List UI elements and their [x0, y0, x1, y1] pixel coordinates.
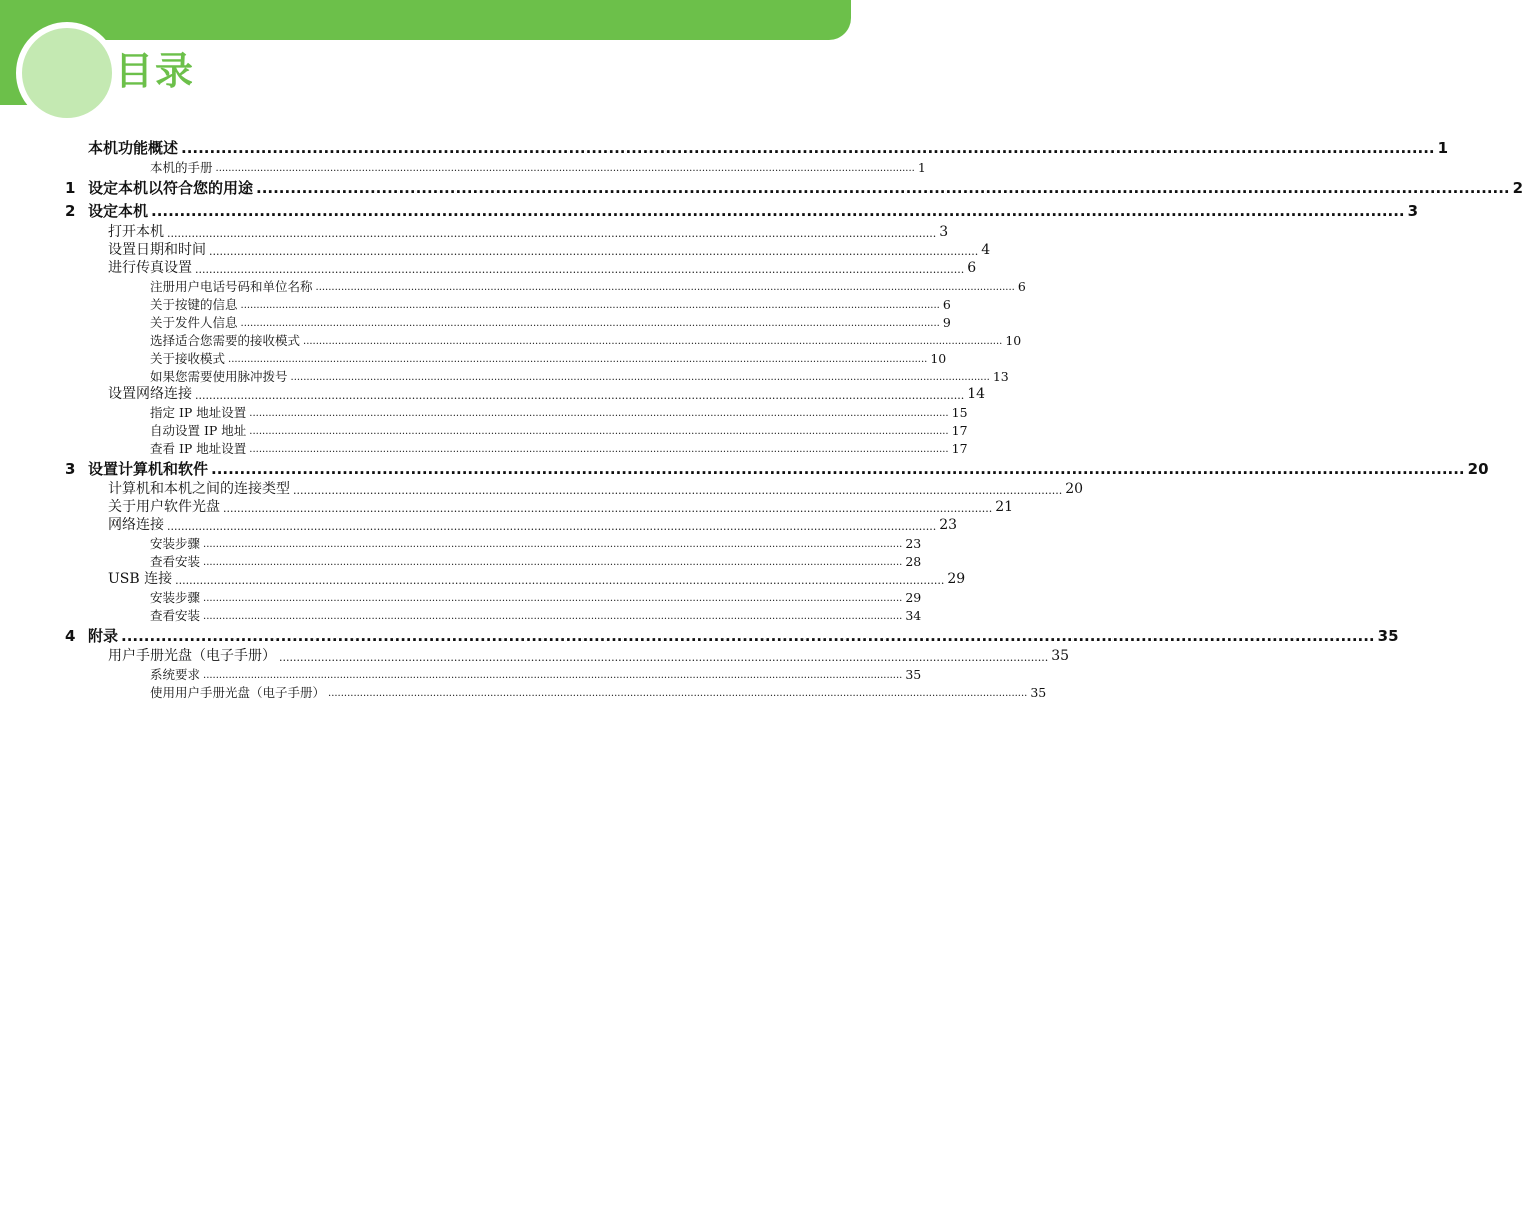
toc-entry[interactable] [150, 419, 968, 438]
toc-entry[interactable] [65, 626, 1399, 645]
toc-page-number: 15 [951, 404, 968, 420]
dot-leader: ............................................................................................................................................................................................................................ [315, 282, 1015, 293]
dot-leader: ............................................................................................................................................................................................................................ [203, 539, 903, 550]
toc-page-number: 6 [967, 260, 977, 276]
toc-entry[interactable] [108, 239, 991, 258]
dot-leader: ............................................................................................................................................................................................................................ [175, 574, 945, 587]
toc-entry[interactable] [108, 478, 1084, 497]
toc-entry-title: 设定本机以符合您的用途 [88, 179, 254, 197]
toc-entry-title: 安装步骤 [150, 589, 201, 605]
toc-entry[interactable] [150, 681, 1047, 700]
toc-entry-title: 查看安装 [150, 607, 201, 623]
dot-leader: ............................................................................................................................................................................................................................ [195, 389, 965, 402]
toc-entry[interactable] [108, 568, 966, 587]
toc-entry-title: 设置计算机和软件 [88, 460, 209, 478]
toc-entry[interactable] [150, 437, 968, 456]
toc-entry-title: 注册用户电话号码和单位名称 [150, 278, 313, 294]
toc-entry[interactable] [150, 401, 968, 420]
toc-page-number: 21 [995, 499, 1014, 515]
toc-entry-title: 设定本机 [88, 202, 149, 220]
dot-leader: ............................................................................................................................................................................................................................ [328, 688, 1028, 699]
dot-leader: ............................................................................................................................................................................................................................ [215, 163, 915, 174]
dot-leader: ............................................................................................................................................................................................................................ [240, 300, 940, 311]
toc-page-number: 14 [967, 386, 986, 402]
toc-entry[interactable] [150, 347, 947, 366]
toc-entry[interactable] [108, 514, 958, 533]
toc-entry[interactable] [150, 663, 922, 682]
toc-page-number: 17 [951, 422, 968, 438]
dot-leader: ............................................................................................................................................................................................................................ [203, 670, 903, 681]
toc-page-number: 6 [942, 296, 951, 312]
toc-entry-title: 打开本机 [108, 224, 164, 240]
toc-entry[interactable] [108, 383, 986, 402]
dot-leader: ............................................................................................................................................................................................................................ [249, 444, 949, 455]
dot-leader: ............................................................................................................................................................................................................................ [256, 179, 1510, 197]
dot-leader: ............................................................................................................................................................................................................................ [203, 611, 903, 622]
toc-page-number: 17 [951, 440, 968, 456]
dot-leader: ............................................................................................................................................................................................................................ [195, 263, 965, 276]
toc-entry-title: 关于发件人信息 [150, 314, 238, 330]
toc-page-number: 29 [947, 571, 966, 587]
toc-entry-title: 查看 IP 地址设置 [150, 440, 247, 456]
toc-page-number: 28 [905, 553, 922, 569]
dot-leader: ............................................................................................................................................................................................................................ [228, 354, 928, 365]
toc-entry[interactable] [108, 645, 1070, 664]
toc-entry-title: 设置日期和时间 [108, 242, 206, 258]
toc-entry[interactable] [150, 550, 922, 569]
dot-leader: ............................................................................................................................................................................................................................ [121, 627, 1375, 645]
toc-chapter-number: 4 [65, 627, 76, 645]
toc-page-number: 20 [1065, 481, 1084, 497]
toc-page-number: 35 [1030, 684, 1047, 700]
toc-entry-title: 系统要求 [150, 666, 201, 682]
toc-page-number: 3 [939, 224, 949, 240]
toc-entry[interactable] [150, 275, 1026, 294]
toc-entry-title: 如果您需要使用脉冲拨号 [150, 368, 288, 384]
toc-entry-title: 选择适合您需要的接收模式 [150, 332, 301, 348]
toc-page-number: 1 [1437, 139, 1449, 157]
toc-entry[interactable] [65, 459, 1489, 478]
toc-entry-title: 用户手册光盘（电子手册） [108, 648, 276, 664]
toc-entry[interactable] [150, 156, 926, 175]
toc-entry[interactable] [150, 365, 1009, 384]
toc-page-number: 3 [1407, 202, 1419, 220]
toc-entry[interactable] [150, 586, 922, 605]
toc-entry-title: 关于用户软件光盘 [108, 499, 220, 515]
toc-entry-title: 计算机和本机之间的连接类型 [108, 481, 290, 497]
toc-entry-title: 使用用户手册光盘（电子手册） [150, 684, 326, 700]
toc-entry[interactable] [150, 604, 922, 623]
toc-entry-title: 关于接收模式 [150, 350, 226, 366]
toc-page-number: 23 [905, 535, 922, 551]
toc-page-number: 35 [905, 666, 922, 682]
toc-entry-title: 指定 IP 地址设置 [150, 404, 247, 420]
toc-page-number: 13 [992, 368, 1009, 384]
dot-leader: ............................................................................................................................................................................................................................ [211, 460, 1465, 478]
toc-entry-title: 设置网络连接 [108, 386, 192, 402]
toc-entry[interactable] [150, 532, 922, 551]
toc-page-number: 4 [981, 242, 991, 258]
toc-entry[interactable] [150, 329, 1022, 348]
toc-entry[interactable] [150, 311, 951, 330]
toc-entry-title: 自动设置 IP 地址 [150, 422, 247, 438]
toc-page-number: 35 [1377, 627, 1399, 645]
toc-entry-title: 本机的手册 [150, 159, 213, 175]
toc-page-number: 34 [905, 607, 922, 623]
dot-leader: ............................................................................................................................................................................................................................ [303, 336, 1003, 347]
dot-leader: ............................................................................................................................................................................................................................ [223, 502, 993, 515]
dot-leader: ............................................................................................................................................................................................................................ [279, 651, 1049, 664]
dot-leader: ............................................................................................................................................................................................................................ [151, 202, 1405, 220]
dot-leader: ............................................................................................................................................................................................................................ [181, 139, 1435, 157]
dot-leader: ............................................................................................................................................................................................................................ [203, 593, 903, 604]
toc-entry-title: 本机功能概述 [88, 139, 179, 157]
toc-page-number: 6 [1017, 278, 1026, 294]
dot-leader: ............................................................................................................................................................................................................................ [167, 227, 937, 240]
toc-entry[interactable] [108, 221, 949, 240]
toc-entry[interactable] [65, 201, 1419, 220]
toc-entry-title: 关于按键的信息 [150, 296, 238, 312]
toc-entry-title: 附录 [88, 627, 119, 645]
toc-entry-title: 查看安装 [150, 553, 201, 569]
toc-entry-title: 网络连接 [108, 517, 164, 533]
dot-leader: ............................................................................................................................................................................................................................ [167, 520, 937, 533]
toc-page-number: 23 [939, 517, 958, 533]
dot-leader: ............................................................................................................................................................................................................................ [249, 408, 949, 419]
toc-entry[interactable] [108, 257, 977, 276]
toc-entry-title: USB 连接 [108, 571, 173, 587]
toc-entry[interactable] [88, 138, 1449, 157]
toc-page-number: 20 [1467, 460, 1489, 478]
toc-entry[interactable] [65, 178, 1523, 197]
dot-leader: ............................................................................................................................................................................................................................ [203, 557, 903, 568]
toc-page-number: 9 [942, 314, 951, 330]
toc-page-number: 1 [917, 159, 926, 175]
toc-entry[interactable] [108, 496, 1014, 515]
dot-leader: ............................................................................................................................................................................................................................ [209, 245, 979, 258]
toc-page-number: 10 [930, 350, 947, 366]
dot-leader: ............................................................................................................................................................................................................................ [249, 426, 949, 437]
toc-page-number: 2 [1512, 179, 1523, 197]
toc-page-number: 29 [905, 589, 922, 605]
toc-entry-title: 安装步骤 [150, 535, 201, 551]
toc-page-number: 35 [1051, 648, 1070, 664]
toc-entry-title: 进行传真设置 [108, 260, 192, 276]
dot-leader: ............................................................................................................................................................................................................................ [293, 484, 1063, 497]
dot-leader: ............................................................................................................................................................................................................................ [240, 318, 940, 329]
toc-chapter-number: 3 [65, 460, 76, 478]
page-title: 目录 [115, 49, 196, 93]
dot-leader: ............................................................................................................................................................................................................................ [290, 372, 990, 383]
toc-page-number: 10 [1005, 332, 1022, 348]
toc-chapter-number: 2 [65, 202, 76, 220]
toc-chapter-number: 1 [65, 179, 76, 197]
toc-entry[interactable] [150, 293, 951, 312]
